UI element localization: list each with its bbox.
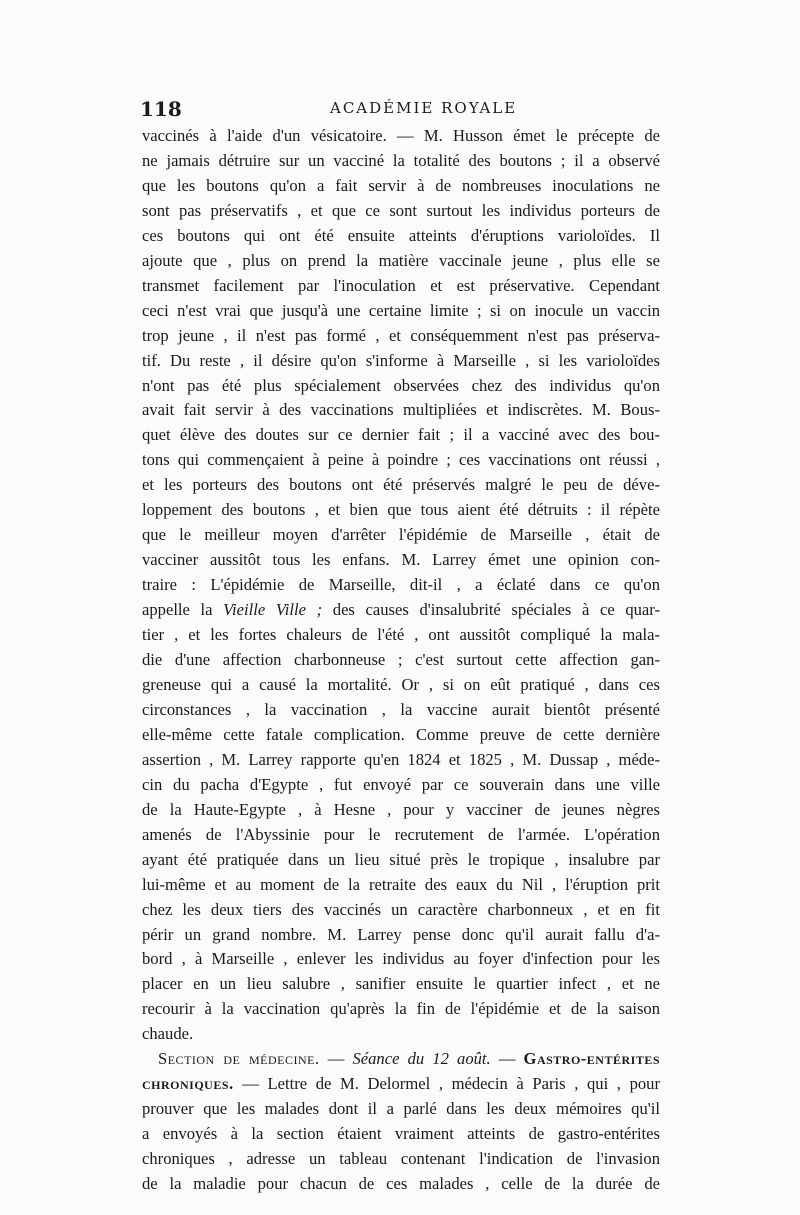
- seance-date: Séance du 12 août.: [352, 1049, 491, 1069]
- text-line: transmet facilement par l'inoculation et est préservative. Cependant: [142, 275, 660, 295]
- body-text: [142, 124, 660, 1197]
- text-line: elle-même cette fatale complication. Comme preuve de cette dernière: [142, 724, 660, 744]
- text-line: cin du pacha d'Egypte , fut envoyé par ce souverain dans une ville: [142, 774, 660, 794]
- text-line: ayant été pratiquée dans un lieu situé près le tropique , insalubre par: [142, 849, 660, 869]
- text-line: vaccinés à l'aide d'un vésicatoire. — M. Husson émet le précepte de: [142, 126, 660, 145]
- text-line: et les porteurs des boutons ont été préservés malgré le peu de déve-: [142, 475, 660, 495]
- topic-heading-cont: chroniques.: [142, 1074, 234, 1094]
- text-line: sont pas préservatifs , et que ce sont surtout les individus porteurs de: [142, 200, 660, 220]
- text-line: a envoyés à la section étaient vraiment atteints de gastro-entérites: [142, 1124, 660, 1144]
- topic-heading: Gastro-entérites: [523, 1049, 661, 1069]
- text-line: recourir à la vaccination qu'après la fin de l'épidémie et de la saison: [142, 999, 660, 1019]
- text-line: tif. Du reste , il désire qu'on s'informe à Marseille , si les varioloïdes: [142, 350, 660, 370]
- text-line: traire : L'épidémie de Marseille, dit-il , a éclaté dans ce qu'on: [142, 575, 660, 595]
- text-line: de la Haute-Egypte , à Hesne , pour y vacciner de jeunes nègres: [142, 799, 660, 819]
- text-line: de la maladie pour chacun de ces malades , celle de la durée de: [142, 1174, 660, 1194]
- text-line: die d'une affection charbonneuse ; c'est surtout cette affection gan-: [142, 650, 660, 670]
- text-line: trop jeune , il n'est pas formé , et conséquemment n'est pas préserva-: [142, 325, 660, 345]
- text-line: chez les deux tiers des vaccinés un caractère charbonneux , et en fit: [142, 899, 660, 919]
- dash: —: [319, 1049, 353, 1069]
- text-line: ajoute que , plus on prend la matière vaccinale jeune , plus elle se: [142, 250, 660, 270]
- line-fragment: — Lettre de M. Delormel , médecin à Paris , qui , pour: [233, 1074, 660, 1094]
- text-line: amenés de l'Abyssinie pour le recrutement de l'armée. L'opération: [142, 824, 660, 844]
- text-line: tier , et les fortes chaleurs de l'été , ont aussitôt compliqué la mala-: [142, 625, 660, 645]
- text-line: n'ont pas été plus spécialement observées chez des individus qu'on: [142, 375, 660, 395]
- section-heading-line: [142, 1047, 660, 1072]
- text-line: chroniques , adresse un tableau contenant l'indication de l'invasion: [142, 1149, 660, 1169]
- text-line: quet élève des doutes sur ce dernier fait ; il a vacciné avec des bou-: [142, 425, 660, 445]
- text-line: placer en un lieu salubre , sanifier ensuite le quartier infect , et ne: [142, 974, 660, 994]
- page-number: 118: [140, 97, 182, 121]
- line-fragment: des causes d'insalubrité spéciales à ce quar-: [322, 600, 661, 620]
- line-fragment: appelle la: [142, 600, 224, 620]
- text-line: ceci n'est vrai que jusqu'à une certaine limite ; si on inocule un vaccin: [142, 300, 660, 320]
- text-line: tons qui commençaient à peine à poindre ; ces vaccinations ont réussi ,: [142, 450, 660, 470]
- text-line: loppement des boutons , et bien que tous aient été détruits : il répète: [142, 500, 660, 520]
- text-line: prouver que les malades dont il a parlé dans les deux mémoires qu'il: [142, 1099, 660, 1119]
- text-line: chaude.: [142, 1024, 194, 1044]
- text-line-with-heading: [142, 1072, 660, 1097]
- text-line: ne jamais détruire sur un vacciné la totalité des boutons ; il a observé: [142, 150, 660, 170]
- section-label: Section de médecine.: [158, 1049, 320, 1069]
- text-line: circonstances , la vaccination , la vaccine aurait bientôt présenté: [142, 699, 660, 719]
- text-line: que les boutons qu'on a fait servir à de nombreuses inoculations ne: [142, 175, 660, 195]
- text-line: bord , à Marseille , enlever les individus au foyer d'infection pour les: [142, 949, 660, 969]
- text-line: greneuse qui a causé la mortalité. Or , si on eût pratiqué , dans ces: [142, 674, 660, 694]
- text-line: avait fait servir à des vaccinations multipliées et indiscrètes. M. Bous-: [142, 400, 660, 420]
- text-line: que le meilleur moyen d'arrêter l'épidémie de Marseille , était de: [142, 525, 660, 545]
- text-line: périr un grand nombre. M. Larrey pense donc qu'il aurait fallu d'a-: [142, 924, 660, 944]
- text-line: vacciner aussitôt tous les enfans. M. Larrey émet une opinion con-: [142, 550, 660, 570]
- text-line: lui-même et au moment de la retraite des eaux du Nil , l'éruption prit: [142, 874, 660, 894]
- italic-place-name: Vieille Ville ;: [223, 600, 323, 620]
- dash: —: [490, 1049, 524, 1069]
- running-head: ACADÉMIE ROYALE: [330, 99, 518, 117]
- text-line-with-italic: [142, 598, 660, 623]
- text-line: assertion , M. Larrey rapporte qu'en 1824 et 1825 , M. Dussap , méde-: [142, 749, 660, 769]
- page-header: [140, 97, 660, 121]
- text-line: ces boutons qui ont été ensuite atteints d'éruptions varioloïdes. Il: [142, 225, 660, 245]
